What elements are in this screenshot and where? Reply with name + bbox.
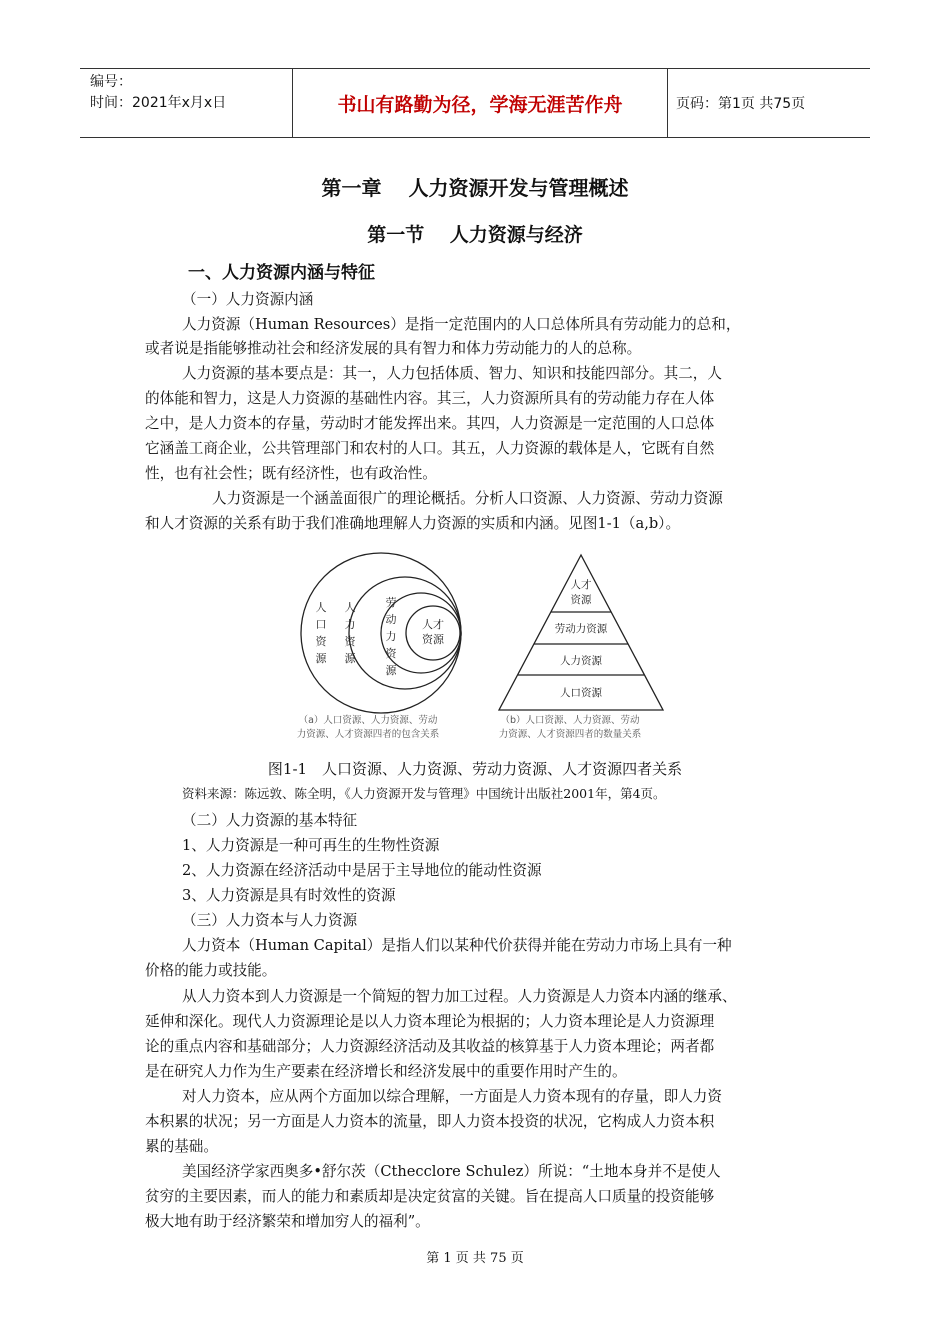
paragraph-line: 本积累的状况；另一方面是人力资本的流量，即人力资本投资的状况，它构成人力资本积 (145, 1113, 715, 1130)
paragraph-line: 和人才资源的关系有助于我们准确地理解人力资源的实质和内涵。见图1-1（a,b）。 (145, 515, 681, 532)
paragraph-line: 延伸和深化。现代人力资源理论是以人力资本理论为根据的；人力资本理论是人力资源理 (145, 1013, 715, 1030)
paragraph-line: 人力资源是一个涵盖面很广的理论概括。分析人口资源、人力资源、劳动力资源 (212, 490, 723, 507)
circle-label-char: 资 (315, 635, 327, 648)
pyramid-level-talent: 资源 (570, 594, 592, 606)
circle-label-char: 力 (385, 630, 397, 643)
paragraph-line: 之中，是人力资本的存量，劳动时才能发挥出来。其四，人力资源是一定范围的人口总体 (145, 415, 715, 432)
pyramid-level-human: 人力资源 (560, 655, 602, 667)
paragraph-line: 论的重点内容和基础部分；人力资源经济活动及其收益的核算基于人力资本理论；两者都 (145, 1038, 715, 1055)
date-label: 时间：2021年x月x日 (90, 95, 227, 111)
list-item: 3、人力资源是具有时效性的资源 (182, 887, 396, 904)
header-meta (80, 69, 293, 137)
figure-source: 资料来源：陈远敦、陈全明，《人力资源开发与管理》中国统计出版社2001年，第4页。 (182, 786, 666, 801)
header-page-label: 页码：第1页 共75页 (676, 96, 806, 112)
circle-label-char: 力 (344, 618, 356, 631)
pyramid-level-population: 人口资源 (560, 687, 602, 699)
page-footer: 第 1 页 共 75 页 (426, 1251, 524, 1266)
circle-label-talent: 资源 (422, 633, 444, 646)
list-item: 1、人力资源是一种可再生的生物性资源 (182, 837, 440, 854)
circle-label-char: 口 (315, 618, 327, 631)
paragraph-line: 人力资本（Human Capital）是指人们以某种代价获得并能在劳动力市场上具有一种 (182, 937, 732, 954)
list-item: 2、人力资源在经济活动中是居于主导地位的能动性资源 (182, 862, 542, 879)
paragraph-line: 贫穷的主要因素，而人的能力和素质却是决定贫富的关键。旨在提高人口质量的投资能够 (145, 1188, 715, 1205)
figure-caption: 图1-1 人口资源、人力资源、劳动力资源、人才资源四者关系 (267, 760, 683, 778)
page-header (80, 68, 870, 138)
paragraph-line: 累的基础。 (145, 1138, 218, 1155)
paragraph-line: 价格的能力或技能。 (145, 962, 277, 979)
pyramid-level-labor: 劳动力资源 (554, 623, 608, 635)
circle-label-char: 资 (344, 635, 356, 648)
chapter-title: 第一章 人力资源开发与管理概述 (321, 176, 629, 200)
paragraph-line: 它涵盖工商企业，公共管理部门和农村的人口。其五，人力资源的载体是人，它既有自然 (145, 440, 715, 457)
subheading-1: （一）人力资源内涵 (182, 291, 314, 308)
circle-label-char: 人 (315, 601, 327, 614)
circle-label-char: 源 (385, 664, 397, 677)
circle-label-talent: 人才 (422, 618, 444, 631)
diagram-a-caption: 力资源、人才资源四者的包含关系 (296, 729, 440, 740)
number-label: 编号： (90, 74, 132, 90)
circle-human-resources (349, 577, 461, 689)
circle-label-char: 动 (385, 613, 397, 626)
paragraph-line: 对人力资本，应从两个方面加以综合理解，一方面是人力资本现有的存量，即人力资 (182, 1088, 722, 1105)
subsection-title: 一、人力资源内涵与特征 (188, 263, 375, 283)
paragraph-line: 人力资源（Human Resources）是指一定范围内的人口总体所具有劳动能力的总和， (182, 316, 741, 333)
paragraph-line: 人力资源的基本要点是：其一，人力包括体质、智力、知识和技能四部分。其二，人 (182, 365, 722, 382)
paragraph-line: 从人力资本到人力资源是一个简短的智力加工过程。人力资源是人力资本内涵的继承、 (182, 988, 737, 1005)
circle-label-char: 劳 (385, 596, 397, 609)
circle-label-char: 资 (385, 647, 397, 660)
diagram-b-caption: 力资源、人才资源四者的数量关系 (498, 729, 642, 740)
paragraph-line: 美国经济学家西奥多•舒尔茨（Cthecclore Schulez）所说：“土地本身并不是使人 (182, 1163, 721, 1180)
paragraph-line: 或者说是指能够推动社会和经济发展的具有智力和体力劳动能力的人的总称。 (145, 340, 642, 357)
circle-label-char: 人 (344, 601, 356, 614)
section-title: 第一节 人力资源与经济 (367, 224, 583, 246)
diagram-b-caption: （b）人口资源、人力资源、劳动 (500, 715, 640, 726)
paragraph-line: 性，也有社会性；既有经济性，也有政治性。 (145, 465, 437, 482)
circle-label-char: 源 (344, 652, 356, 665)
subheading-3: （三）人力资本与人力资源 (182, 912, 358, 929)
paragraph-line: 极大地有助于经济繁荣和增加穷人的福利”。 (145, 1213, 430, 1230)
paragraph-line: 是在研究人力作为生产要素在经济增长和经济发展中的重要作用时产生的。 (145, 1063, 627, 1080)
diagram-a-caption: （a）人口资源、人力资源、劳动 (298, 715, 438, 726)
subheading-2: （二）人力资源的基本特征 (182, 812, 358, 829)
resource-relationship-diagram (280, 548, 680, 748)
circle-label-char: 源 (315, 652, 327, 665)
paragraph-line: 的体能和智力，这是人力资源的基础性内容。其三，人力资源所具有的劳动能力存在人体 (145, 390, 715, 407)
pyramid-level-talent: 人才 (570, 579, 592, 591)
header-motto: 书山有路勤为径，学海无涯苦作舟 (293, 69, 668, 137)
